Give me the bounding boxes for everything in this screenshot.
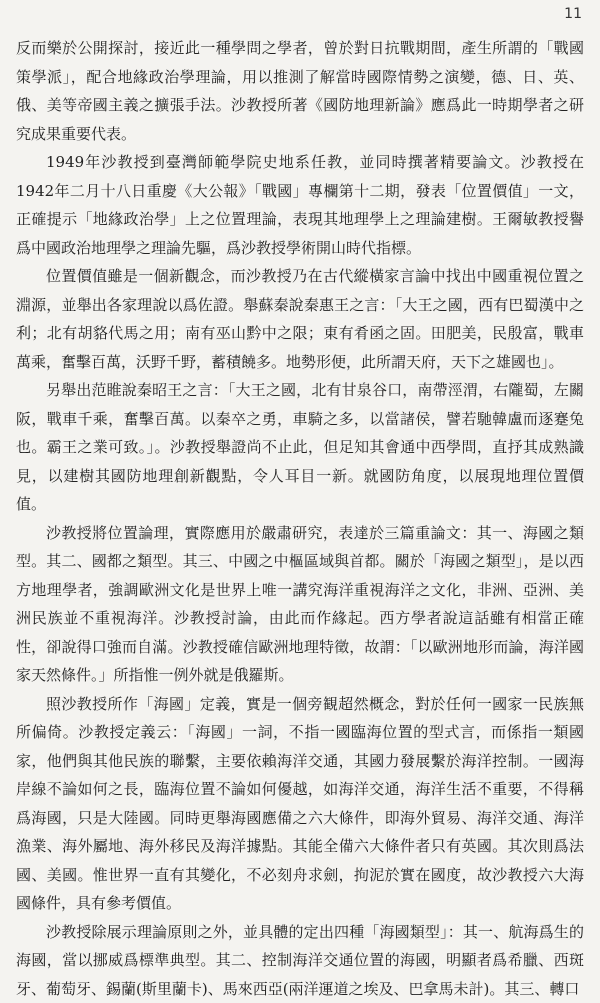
article-body [16, 34, 584, 964]
page-number: 11 [564, 6, 582, 22]
paragraph-three-essays: 沙教授將位置論理，實際應用於嚴肅研究，表達於三篇重論文：其一、海國之類型。其二、國都之類型。其三、中國之中樞區域與首都。關於「海國之類型」，是以西方地理學者，強調歐洲文化是世界上唯一講究海洋重視海洋之文化，非洲、亞洲、美洲民族並不重視海洋。沙教授討論，由此而作緣起。西方學者說這話雖有相當正確性，卻說得口強而自滿。沙教授確信歐洲地理特徵，故謂：「以歐洲地形而論，海洋國家天然條件。」所指惟一例外就是俄羅斯。 [16, 519, 584, 690]
paragraph-position-value: 位置價值雖是一個新觀念，而沙教授乃在古代縱橫家言論中找出中國重視位置之淵源，並舉出各家理說以爲佐證。舉蘇秦說秦惠王之言：「大王之國，西有巴蜀漢中之利；北有胡貉代馬之用；南有巫山黔中之限；東有肴函之固。田肥美，民殷富，戰車萬乘，奮擊百萬，沃野千野，蓄積饒多。地勢形便，此所謂天府，天下之雄國也」。 [16, 262, 584, 376]
paragraph-sea-nation-types: 沙教授除展示理論原則之外，並具體的定出四種「海國類型」：其一、航海爲生的海國，當以挪威爲標準典型。其二、控制海洋交通位置的海國，明顯者爲希臘、西斑牙、葡萄牙、錫蘭(斯里蘭卡)、馬來西亞(兩洋運道之埃及、巴拿馬未計)。其三、轉口 [16, 918, 584, 1003]
paragraph-fan-ju: 另舉出范睢說秦昭王之言：「大王之國，北有甘泉谷口，南帶涇渭，右隴蜀，左關阪，戰車千乘，奮擊百萬。以秦卒之勇，車騎之多，以當諸侯，譬若馳韓盧而逐蹇兔也。霸王之業可致。」。沙教授舉證尚不止此，但足知其會通中西學問，直抒其成熟識見，以建樹其國防地理創新觀點，令人耳目一新。就國防角度，以展現地理位置價值。 [16, 376, 584, 519]
paragraph-sea-nation-definition: 照沙教授所作「海國」定義，實是一個旁観超然概念，對於任何一國家一民族無所偏倚。沙教授定義云：「海國」一詞，不指一國臨海位置的型式言，而係指一類國家，他們與其他民族的聯繫，主要依賴海洋交通，其國力發展繫於海洋控制。一國海岸線不論如何之長，臨海位置不論如何優越，如海洋交通，海洋生活不重要，不得稱爲海國，只是大陸國。同時更舉海國應備之六大條件，即海外貿易、海洋交通、海洋漁業、海外屬地、海外移民及海洋據點。其能全備六大條件者只有英國。其次則爲法國、美國。惟世界一直有其變化，不必刻舟求劍，拘泥於實在國度，故沙教授六大海國條件，具有參考價值。 [16, 690, 584, 918]
paragraph-1949: 1949年沙教授到臺灣師範學院史地系任教，並同時撰著精要論文。沙教授在1942年二月十八日重慶《大公報》「戰國」專欄第十二期，發表「位置價值」一文，正確提示「地緣政治學」上之位置理論，表現其地理學上之理論建樹。王爾敏教授譽爲中國政治地理學之理論先驅，爲沙教授學術開山時代指標。 [16, 148, 584, 262]
paragraph-intro-continued: 反而樂於公開探討，接近此一種學問之學者，曾於對日抗戰期間，產生所謂的「戰國策學派」，配合地緣政治學理論，用以推測了解當時國際情勢之演變，德、日、英、俄、美等帝國主義之擴張手法。沙教授所著《國防地理新論》應爲此一時期學者之研究成果重要代表。 [16, 34, 584, 148]
